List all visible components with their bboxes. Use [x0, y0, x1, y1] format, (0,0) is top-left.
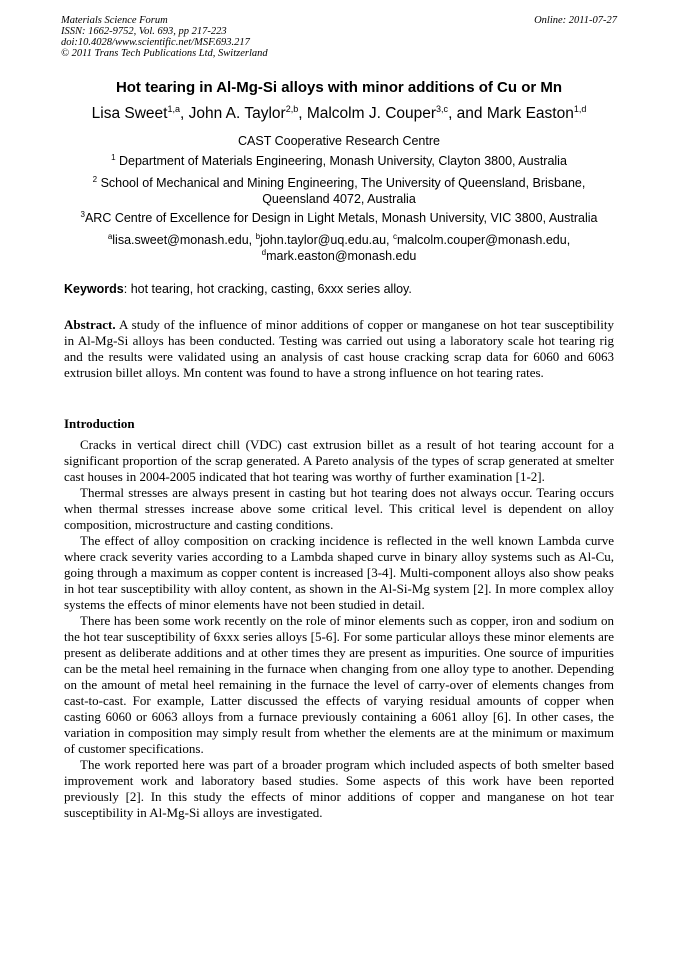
abstract-text: A study of the influence of minor additions of copper or manganese on hot tear susceptibility in Al-Mg-Si alloys has been conducted. Testing was carried out using a laboratory scale hot tearing rig and the results were validated using an analysis of cast house cracking scrap data for 6060 and 6063 extrusion billet alloys. Mn content was found to have a strong influence on hot tearing rates. — [64, 317, 614, 380]
email-link[interactable]: mark.easton@monash.edu — [266, 249, 417, 263]
author-sep: , and — [448, 105, 487, 122]
paragraph: Cracks in vertical direct chill (VDC) cast extrusion billet as a result of hot tearing account for a significant proportion of the scrap generated. A Pareto analysis of the types of scrap generated at smelter cast houses in 2004-2005 indicated that hot tearing was worthy of further examination [1-2]. — [64, 437, 614, 484]
paper-title: Hot tearing in Al-Mg-Si alloys with minor additions of Cu or Mn — [115, 79, 563, 96]
affiliation-2 — [40, 175, 638, 207]
email-sup: a — [107, 231, 113, 241]
email-sup: c — [392, 231, 397, 241]
copyright-line: © 2011 Trans Tech Publications Ltd, Switzerland — [61, 48, 268, 59]
email-sup: b — [255, 231, 261, 241]
email-sup: d — [261, 247, 267, 257]
introduction-heading: Introduction — [64, 416, 135, 431]
affiliation-3 — [40, 210, 638, 226]
abstract-label: Abstract. — [64, 317, 116, 332]
author-sup: 1,a — [167, 103, 180, 114]
author-sep: , — [298, 105, 307, 122]
online-date: Online: 2011-07-27 — [534, 15, 617, 26]
paragraph: Thermal stresses are always present in casting but hot tearing does not always occur. Tearing occurs when thermal stresses increase above some critical level. This critical level is dependent on alloy composition, microstructure and casting conditions. — [64, 485, 614, 532]
author-list — [40, 105, 638, 123]
affiliation-text: School of Mechanical and Mining Engineering, The University of Queensland, Brisbane, — [97, 176, 586, 190]
keywords — [64, 282, 616, 296]
author-emails — [40, 232, 638, 264]
author-sup: 3,c — [436, 103, 449, 114]
abstract — [64, 317, 614, 381]
paragraph: There has been some work recently on the role of minor elements such as copper, iron and sodium on the hot tear susceptibility of 6xxx series alloys [5-6]. For some particular alloys these minor elements are present as deliberate additions and at other times they are present as impurities. One source of impurities can be the metal heel remaining in the furnace when changing from one alloy type to another. Depending on the amount of metal heel remaining in the furnace the level of carry-over of elements changes from cast-to-cast. For example, Latter discussed the effects of varying residual amounts of copper when casting 6060 or 6063 alloys from a furnace previously containing a 6061 alloy [6]. In other cases, the variation in composition may simply result from whether the elements are at the minimum or maximum of customer specifications. — [64, 613, 614, 756]
affiliation-1 — [40, 153, 638, 169]
journal-name: Materials Science Forum — [61, 15, 168, 26]
affiliation-sup: 3 — [80, 209, 85, 219]
email-link[interactable]: malcolm.couper@monash.edu, — [396, 233, 571, 247]
affiliation-text: Queensland 4072, Australia — [262, 192, 416, 206]
author-name: Malcolm J. Couper — [306, 105, 437, 122]
journal-header — [61, 15, 617, 59]
author-name: John A. Taylor — [188, 105, 286, 122]
author-sup: 2,b — [285, 103, 299, 114]
author-sup: 1,d — [573, 103, 587, 114]
introduction-body — [64, 437, 614, 821]
affiliation-text: Department of Materials Engineering, Monash University, Clayton 3800, Australia — [115, 154, 567, 168]
author-name: Mark Easton — [486, 105, 574, 122]
keywords-label: Keywords — [64, 282, 124, 296]
affiliation-sup: 2 — [92, 174, 98, 184]
affiliation-sup: 1 — [111, 152, 116, 162]
affiliation-centre: CAST Cooperative Research Centre — [238, 134, 440, 148]
keywords-text: : hot tearing, hot cracking, casting, 6xxx series alloy. — [123, 282, 412, 296]
paragraph: The effect of alloy composition on cracking incidence is reflected in the well known Lambda curve where crack severity varies according to a Lambda shaped curve in binary alloy systems such as Al-Cu, going through a maximum as copper content is increased [3-4]. Multi-component alloys also show peaks in hot tear susceptibility with alloy content, as shown in the Al-Si-Mg system [2]. In more complex alloy systems the effects of minor elements have not been studied in detail. — [64, 533, 614, 612]
doi-line: doi:10.4028/www.scientific.net/MSF.693.217 — [61, 37, 250, 48]
email-link[interactable]: john.taylor@uq.edu.au, — [260, 233, 393, 247]
issn-line: ISSN: 1662-9752, Vol. 693, pp 217-223 — [61, 26, 227, 37]
author-name: Lisa Sweet — [91, 105, 168, 122]
author-sep: , — [179, 105, 189, 122]
affiliation-text: ARC Centre of Excellence for Design in Light Metals, Monash University, VIC 3800, Australia — [84, 211, 598, 225]
email-link[interactable]: lisa.sweet@monash.edu, — [112, 233, 256, 247]
paragraph: The work reported here was part of a broader program which included aspects of both smelter based improvement work and laboratory based studies. Some aspects of this work have been reported previously [2]. In this study the effects of minor additions of copper and manganese on hot tear susceptibility in Al-Mg-Si alloys are investigated. — [64, 757, 614, 820]
